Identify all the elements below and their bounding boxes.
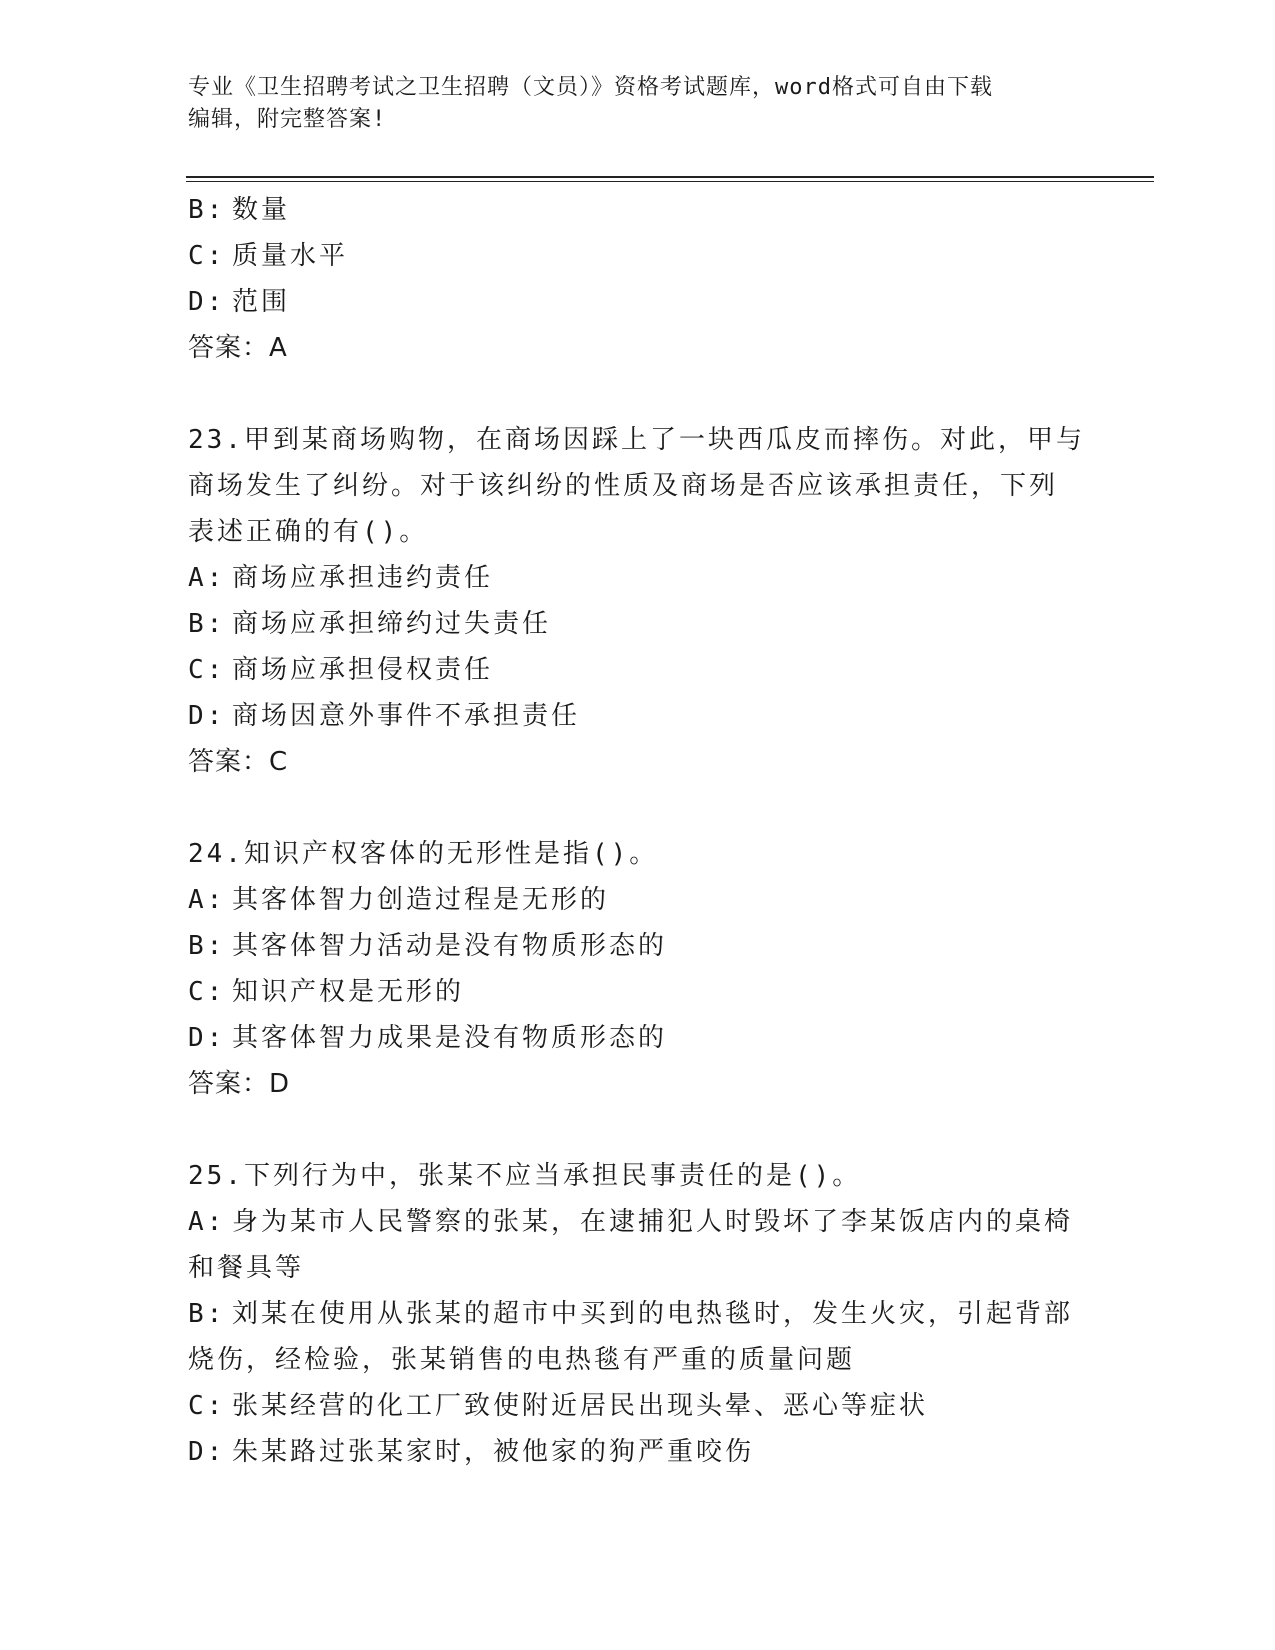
option-c: C: 商场应承担侵权责任: [188, 655, 494, 685]
question-25: [188, 1153, 1088, 1475]
question-stem: 商场发生了纠纷。对于该纠纷的性质及商场是否应该承担责任，下列: [188, 471, 1059, 501]
option-a: A: 身为某市人民警察的张某，在逮捕犯人时毁坏了李某饭店内的桌椅: [188, 1207, 1074, 1237]
option-c: C: 知识产权是无形的: [188, 977, 465, 1007]
option-b: B: 数量: [188, 195, 291, 225]
option-b-continued: 烧伤，经检验，张某销售的电热毯有严重的质量问题: [188, 1345, 856, 1375]
header-line-2: 编辑，附完整答案!: [188, 107, 387, 132]
header-line-1: 专业《卫生招聘考试之卫生招聘（文员）》资格考试题库，word格式可自由下载: [188, 75, 993, 100]
option-c: C: 质量水平: [188, 241, 349, 271]
question-stem: 25.下列行为中，张某不应当承担民事责任的是()。: [188, 1161, 862, 1191]
option-a: A: 其客体智力创造过程是无形的: [188, 885, 610, 915]
option-b: B: 刘某在使用从张某的超市中买到的电热毯时，发生火灾，引起背部: [188, 1299, 1074, 1329]
header-rule-thin: [186, 181, 1154, 182]
header-rule-thick: [186, 176, 1154, 178]
question-24: [188, 831, 1088, 1107]
question-23: [188, 417, 1088, 785]
option-d: D: 其客体智力成果是没有物质形态的: [188, 1023, 668, 1053]
question-content: [188, 187, 1088, 1475]
option-d: D: 朱某路过张某家时，被他家的狗严重咬伤: [188, 1437, 755, 1467]
option-a: A: 商场应承担违约责任: [188, 563, 494, 593]
option-b: B: 其客体智力活动是没有物质形态的: [188, 931, 668, 961]
document-header: [188, 72, 1088, 136]
answer: 答案：C: [188, 747, 289, 777]
question-stem: 表述正确的有()。: [188, 517, 429, 547]
option-b: B: 商场应承担缔约过失责任: [188, 609, 552, 639]
question-stem: 23.甲到某商场购物，在商场因踩上了一块西瓜皮而摔伤。对此，甲与: [188, 425, 1085, 455]
option-d: D: 范围: [188, 287, 291, 317]
question-stem: 24.知识产权客体的无形性是指()。: [188, 839, 659, 869]
option-a-continued: 和餐具等: [188, 1253, 305, 1283]
option-c: C: 张某经营的化工厂致使附近居民出现头晕、恶心等症状: [188, 1391, 929, 1421]
answer: 答案：D: [188, 1069, 291, 1099]
option-d: D: 商场因意外事件不承担责任: [188, 701, 581, 731]
answer: 答案：A: [188, 333, 288, 363]
prev-question: [188, 187, 1088, 371]
